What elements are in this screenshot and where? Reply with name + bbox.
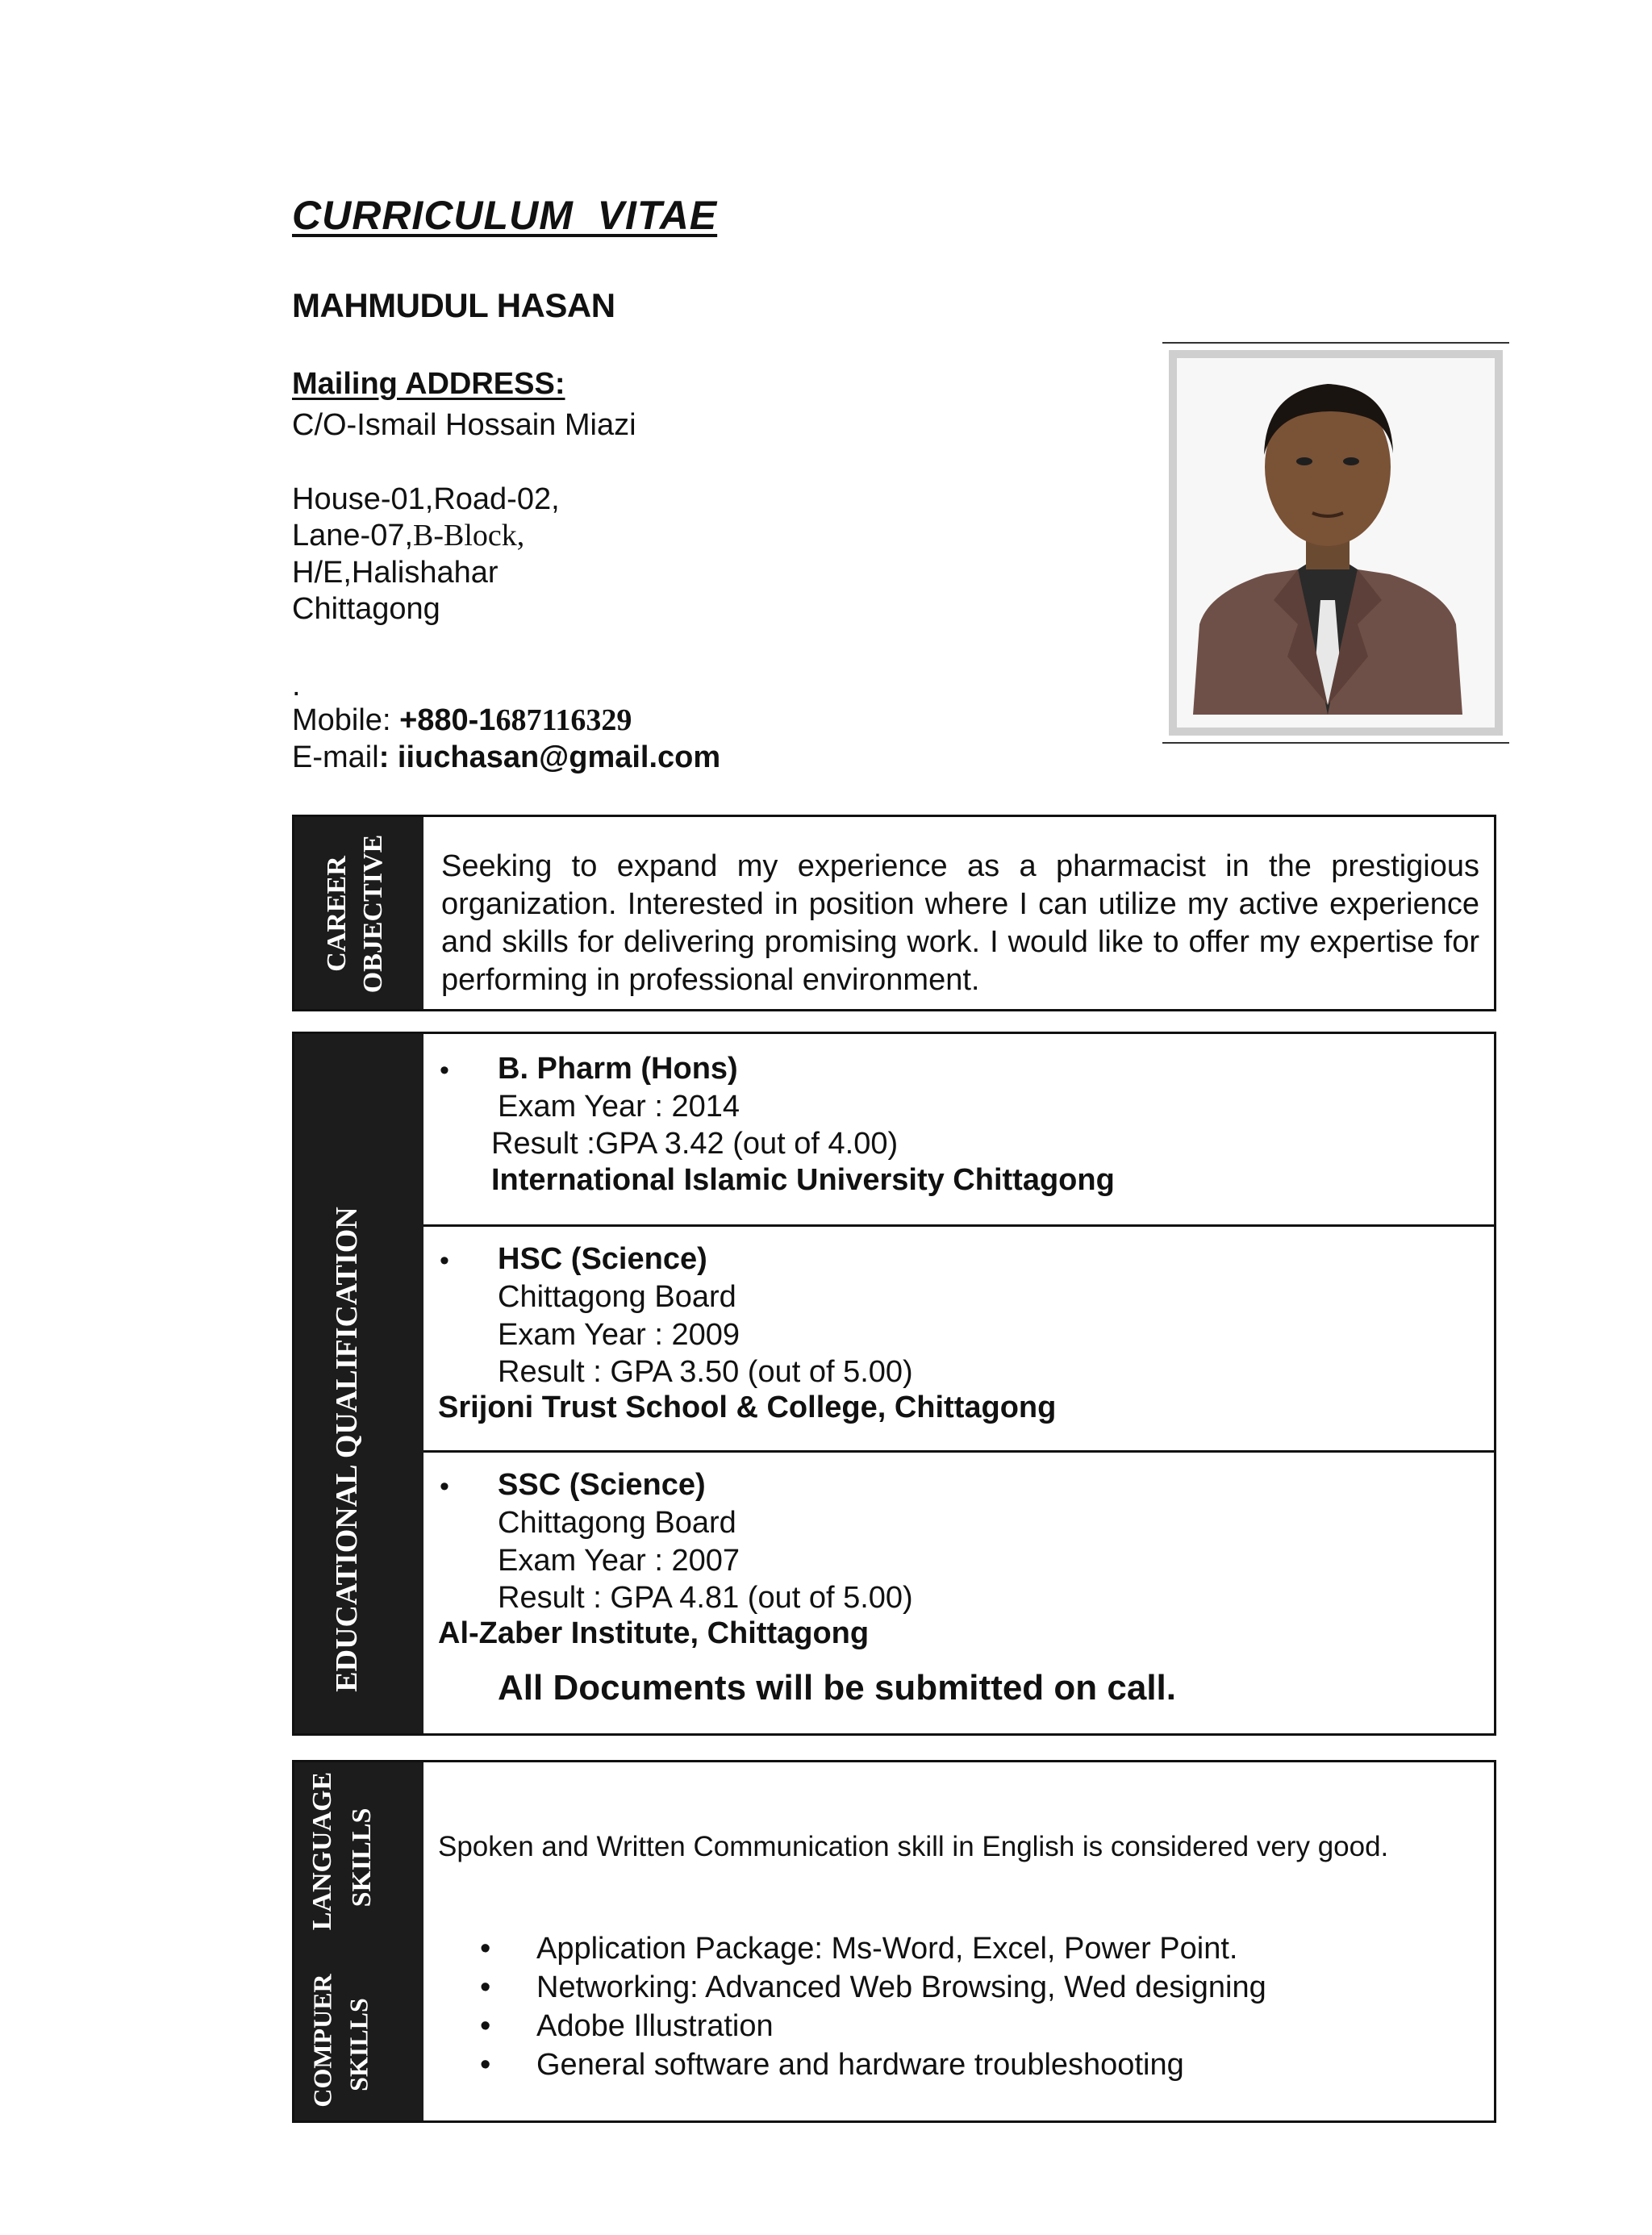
career-objective-text: Seeking to expand my experience as a pharmacist in the prestigious organization. Interested in position where I can utilize my active experience and skills for delivering promising work. I would like to offer my expertise for performing in professional environment. xyxy=(441,849,1479,997)
skill-text: Adobe Illustration xyxy=(536,2009,774,2043)
result: Result : GPA 3.50 (out of 5.00) xyxy=(498,1355,913,1389)
photo-frame xyxy=(1169,350,1503,736)
degree: HSC (Science) xyxy=(498,1242,707,1276)
mobile-line xyxy=(292,702,632,739)
computer-skill-item xyxy=(480,1932,1238,1966)
document-title: CURRICULUM VITAE xyxy=(292,193,718,238)
career-label: CAREER xyxy=(322,856,352,972)
mobile-prefix: +880-1 xyxy=(399,703,496,737)
mobile-number: 687116329 xyxy=(495,703,632,737)
skills-section xyxy=(292,1760,1496,2123)
skill-text: General software and hardware troubleshooting xyxy=(536,2048,1184,2082)
bullet: • xyxy=(440,1245,449,1276)
skills-content xyxy=(423,1762,1494,2120)
bullet: • xyxy=(480,2048,491,2082)
exam-year: Exam Year : 2009 xyxy=(498,1318,740,1352)
computer-label: COMPUER xyxy=(307,1974,337,2108)
bullet: • xyxy=(440,1471,449,1502)
exam-year: Exam Year : 2014 xyxy=(498,1090,740,1124)
email-value: : iiuchasan@gmail.com xyxy=(378,740,721,774)
education-entry-hsc xyxy=(423,1224,1494,1453)
address-line-house: House-01,Road-02, xyxy=(292,482,560,516)
language-skill-text: Spoken and Written Communication skill in English is considered very good. xyxy=(438,1831,1389,1862)
skills-side-label xyxy=(294,1762,423,2120)
bullet: • xyxy=(480,2009,491,2043)
bullet: • xyxy=(480,1970,491,2004)
address-line-lane xyxy=(292,517,524,554)
institution: Al-Zaber Institute, Chittagong xyxy=(438,1616,870,1650)
objective-label: OBJECTIVE xyxy=(358,834,388,994)
profile-photo xyxy=(1162,342,1509,744)
bullet: • xyxy=(480,1932,491,1966)
education-label: EDUCATIONAL QUALIFICATION xyxy=(330,1207,364,1692)
institution: Srijoni Trust School & College, Chittagong xyxy=(438,1391,1057,1424)
language-label: LANGUAGE xyxy=(307,1771,337,1931)
skill-text: Application Package: Ms-Word, Excel, Power Point. xyxy=(536,1932,1238,1966)
email-label: E-mail xyxy=(292,740,379,774)
mailing-address-heading: Mailing ADDRESS: xyxy=(292,367,565,401)
applicant-name: MAHMUDUL HASAN xyxy=(292,286,615,324)
computer-skill-item xyxy=(480,2009,774,2044)
education-entry-bpharm xyxy=(423,1034,1494,1227)
address-line-co: C/O-Ismail Hossain Miazi xyxy=(292,408,636,442)
degree: SSC (Science) xyxy=(498,1468,706,1502)
address-line-area: H/E,Halishahar xyxy=(292,556,499,590)
computer-skill-item xyxy=(480,2048,1184,2083)
email-line xyxy=(292,739,720,776)
address-lane: Lane-07, xyxy=(292,519,414,552)
mobile-label: Mobile: xyxy=(292,703,400,737)
result: Result :GPA 3.42 (out of 4.00) xyxy=(491,1127,899,1161)
computer-skills-label: SKILLS xyxy=(344,1998,373,2091)
education-side-label xyxy=(294,1034,423,1733)
institution: International Islamic University Chittagong xyxy=(491,1163,1115,1197)
education-entry-ssc xyxy=(423,1450,1494,1736)
board: Chittagong Board xyxy=(498,1506,736,1540)
skill-text: Networking: Advanced Web Browsing, Wed designing xyxy=(536,1970,1266,2004)
board: Chittagong Board xyxy=(498,1280,736,1314)
bullet: • xyxy=(440,1055,449,1086)
portrait-image xyxy=(1177,358,1479,715)
career-objective-side-label xyxy=(294,817,423,1009)
computer-skill-item xyxy=(480,1970,1266,2005)
career-objective-section xyxy=(292,815,1496,1011)
education-section xyxy=(292,1032,1496,1736)
address-line-city: Chittagong xyxy=(292,592,440,626)
degree: B. Pharm (Hons) xyxy=(498,1052,738,1086)
address-block: B-Block, xyxy=(413,519,525,552)
result: Result : GPA 4.81 (out of 5.00) xyxy=(498,1581,913,1615)
education-content xyxy=(423,1034,1494,1733)
language-skills-label: SKILLS xyxy=(347,1808,377,1908)
documents-note: All Documents will be submitted on call. xyxy=(498,1668,1177,1708)
separator-dot: . xyxy=(292,669,301,703)
exam-year: Exam Year : 2007 xyxy=(498,1544,740,1578)
